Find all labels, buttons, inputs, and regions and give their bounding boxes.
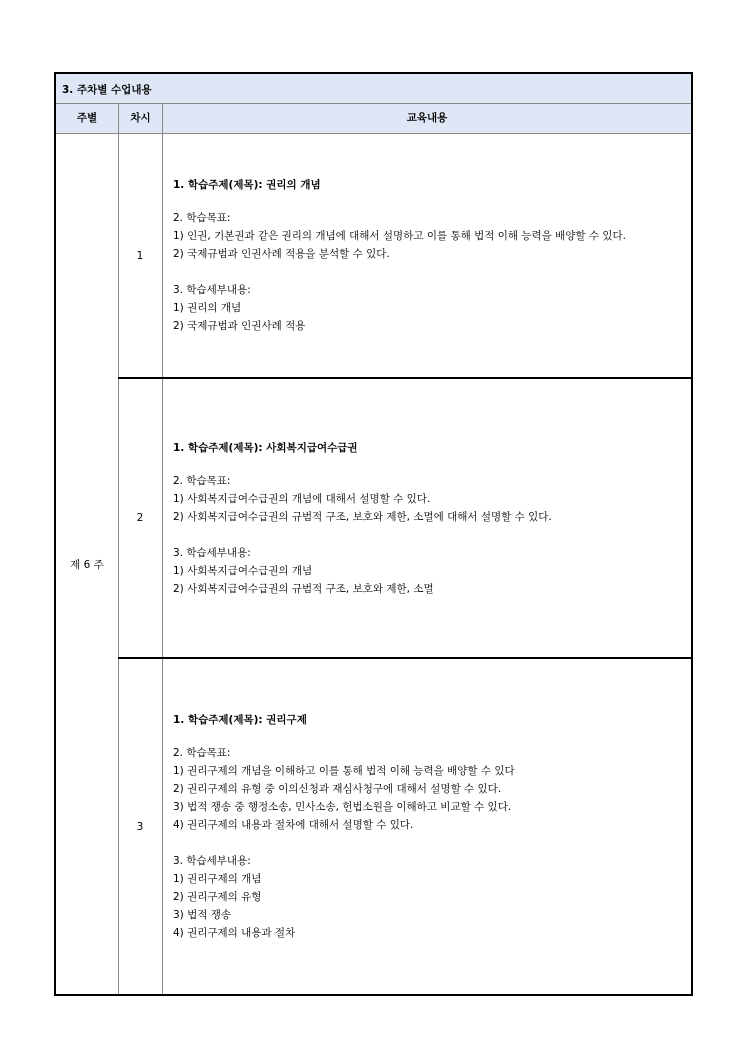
table-header-row xyxy=(56,104,691,134)
detail-item: 2) 권리구제의 유형 xyxy=(173,891,262,903)
session-content xyxy=(163,659,691,994)
detail-item: 2) 사회복지급여수급권의 규범적 구조, 보호와 제한, 소멸 xyxy=(173,582,434,595)
goal-item: 3) 법적 쟁송 중 행정소송, 민사소송, 헌법소원을 이해하고 비교할 수 있다. xyxy=(173,801,512,813)
detail-item: 3) 법적 쟁송 xyxy=(173,909,232,921)
session-topic: 1. 학습주제(제목): 권리의 개념 xyxy=(173,179,321,191)
section-title: 3. 주차별 수업내용 xyxy=(62,84,152,96)
section-title-row xyxy=(56,74,691,104)
detail-item: 2) 국제규범과 인권사례 적용 xyxy=(173,320,306,332)
header-week: 주별 xyxy=(76,112,98,124)
goal-item: 1) 인권, 기본권과 같은 권리의 개념에 대해서 설명하고 이를 통해 법적 이해 능력을 배양할 수 있다. xyxy=(173,230,626,242)
goal-item: 1) 권리구제의 개념을 이해하고 이를 통해 법적 이해 능력을 배양할 수 있다 xyxy=(173,765,515,777)
session-number: 2 xyxy=(136,512,144,524)
session-content xyxy=(163,134,691,377)
session-row-3 xyxy=(118,657,691,994)
session-number: 3 xyxy=(136,820,144,833)
session-row-1 xyxy=(118,134,691,377)
details-heading: 3. 학습세부내용: xyxy=(173,546,251,559)
goal-item: 2) 권리구제의 유형 중 이의신청과 재심사청구에 대해서 설명할 수 있다. xyxy=(173,783,502,795)
week-label-cell xyxy=(56,134,118,994)
goal-item: 4) 권리구제의 내용과 절차에 대해서 설명할 수 있다. xyxy=(173,819,414,831)
week-label: 제 6 주 xyxy=(70,558,104,571)
goals-heading: 2. 학습목표: xyxy=(173,747,231,759)
session-topic: 1. 학습주제(제목): 사회복지급여수급권 xyxy=(173,441,358,454)
session-row-2 xyxy=(118,377,691,657)
weekly-plan-table xyxy=(54,72,693,996)
session-content xyxy=(163,379,691,657)
detail-item: 1) 권리의 개념 xyxy=(173,302,242,314)
detail-item: 1) 권리구제의 개념 xyxy=(173,873,262,885)
detail-item: 4) 권리구제의 내용과 절차 xyxy=(173,927,296,939)
details-heading: 3. 학습세부내용: xyxy=(173,855,251,867)
goal-item: 2) 국제규범과 인권사례 적용을 분석할 수 있다. xyxy=(173,248,390,260)
detail-item: 1) 사회복지급여수급권의 개념 xyxy=(173,564,313,577)
goals-heading: 2. 학습목표: xyxy=(173,212,231,224)
session-topic: 1. 학습주제(제목): 권리구제 xyxy=(173,714,307,726)
header-session: 차시 xyxy=(130,112,151,124)
goals-heading: 2. 학습목표: xyxy=(173,474,231,487)
goal-item: 1) 사회복지급여수급권의 개념에 대해서 설명할 수 있다. xyxy=(173,492,431,505)
details-heading: 3. 학습세부내용: xyxy=(173,284,251,296)
header-content: 교육내용 xyxy=(406,112,448,124)
goal-item: 2) 사회복지급여수급권의 규범적 구조, 보호와 제한, 소멸에 대해서 설명할 수 있다. xyxy=(173,510,552,523)
session-number: 1 xyxy=(136,249,144,262)
